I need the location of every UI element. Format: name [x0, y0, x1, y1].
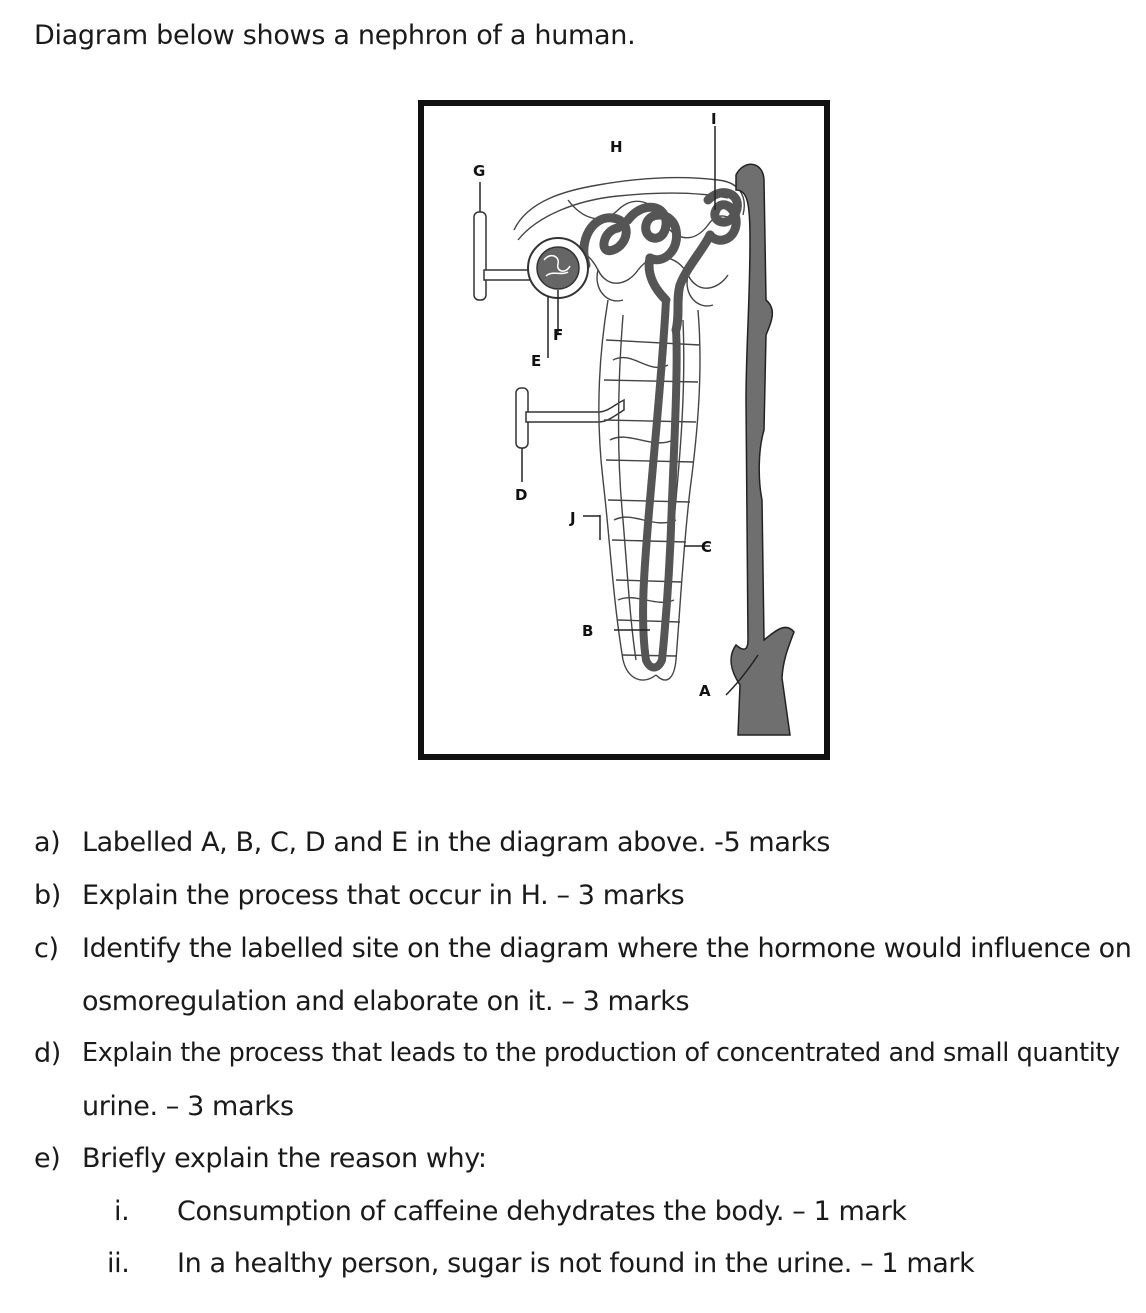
label-a: A: [699, 682, 711, 700]
intro-text: Diagram below shows a nephron of a human.: [34, 20, 636, 51]
question-b-text: Explain the process that occur in H. – 3 marks: [82, 880, 685, 911]
nephron-diagram: [418, 100, 830, 760]
label-h: H: [610, 138, 623, 156]
label-f: F: [553, 326, 564, 344]
label-i: I: [711, 110, 717, 128]
question-c-line1: Identify the labelled site on the diagram where the hormone would influence on: [82, 933, 1132, 964]
question-a-text: Labelled A, B, C, D and E in the diagram above. -5 marks: [82, 827, 831, 858]
label-g: G: [473, 162, 486, 180]
question-d-letter: d): [34, 1038, 61, 1069]
question-e-i-numeral: i.: [114, 1196, 130, 1227]
question-c-line2: osmoregulation and elaborate on it. – 3 marks: [82, 986, 690, 1017]
question-e-i-text: Consumption of caffeine dehydrates the body. – 1 mark: [177, 1196, 907, 1227]
label-d: D: [515, 486, 528, 504]
label-c: C: [701, 538, 713, 556]
question-a-letter: a): [34, 827, 61, 858]
question-c-letter: c): [34, 933, 59, 964]
question-e-ii-numeral: ii.: [107, 1248, 130, 1279]
label-e: E: [531, 352, 542, 370]
question-d-line2: urine. – 3 marks: [82, 1091, 294, 1122]
question-e-ii-text: In a healthy person, sugar is not found in the urine. – 1 mark: [177, 1248, 975, 1279]
label-j: J: [570, 509, 576, 527]
question-e-text: Briefly explain the reason why:: [82, 1143, 487, 1174]
label-b: B: [582, 622, 594, 640]
question-d-line1: Explain the process that leads to the production of concentrated and small quantity: [82, 1038, 1120, 1068]
question-e-letter: e): [34, 1143, 61, 1174]
question-b-letter: b): [34, 880, 61, 911]
